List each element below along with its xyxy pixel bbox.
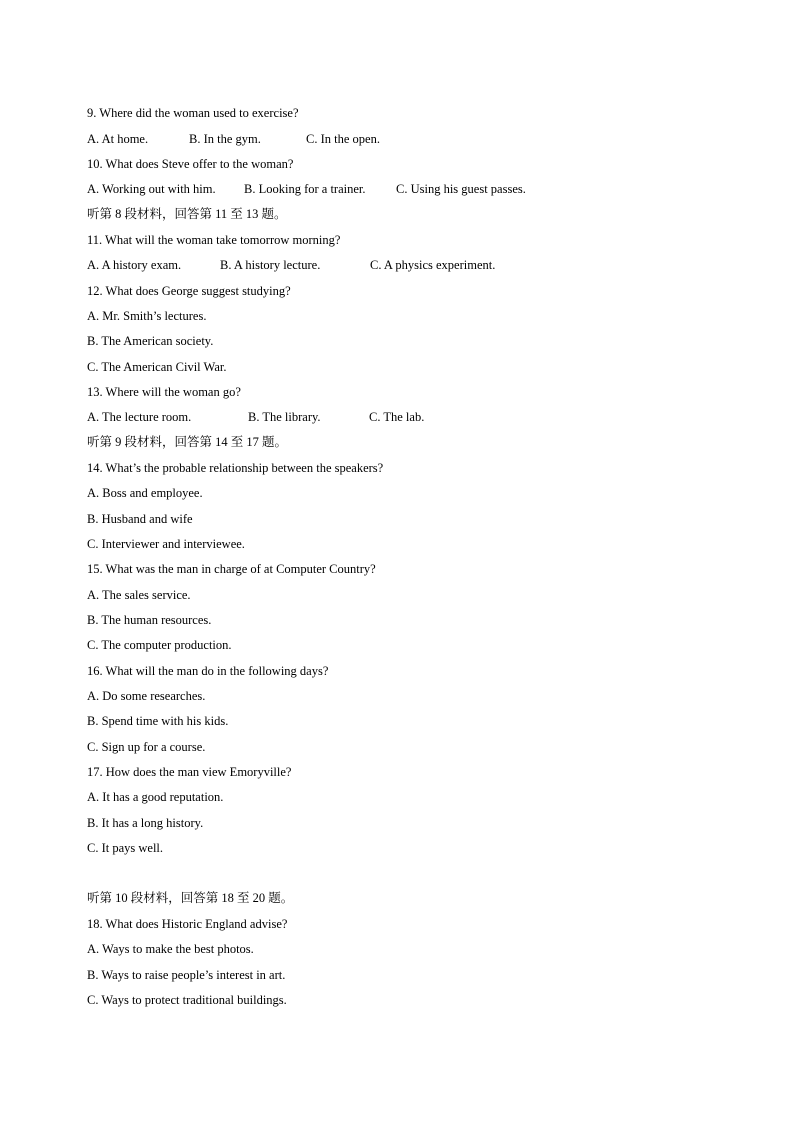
question-18-option-c: C. Ways to protect traditional buildings.: [87, 993, 287, 1007]
question-16-option-a: A. Do some researches.: [87, 689, 206, 703]
option-c: C. In the open.: [306, 132, 380, 146]
question-18: 18. What does Historic England advise?: [87, 917, 288, 931]
question-15-option-a: A. The sales service.: [87, 588, 191, 602]
question-9-options: [87, 130, 487, 148]
section-heading-10: 听第 10 段材料，回答第 18 至 20 题。: [87, 891, 294, 905]
question-12-option-a: A. Mr. Smith’s lectures.: [87, 309, 207, 323]
question-11: 11. What will the woman take tomorrow morning?: [87, 233, 341, 247]
question-12-option-b: B. The American society.: [87, 334, 214, 348]
question-10-options: [87, 180, 587, 198]
option-c: C. Using his guest passes.: [396, 182, 526, 196]
question-15-option-c: C. The computer production.: [87, 638, 232, 652]
question-17-option-c: C. It pays well.: [87, 841, 164, 855]
option-b: B. The library.: [248, 410, 321, 424]
question-14-option-c: C. Interviewer and interviewee.: [87, 537, 245, 551]
option-c: C. A physics experiment.: [370, 258, 496, 272]
question-17-option-a: A. It has a good reputation.: [87, 790, 224, 804]
question-10: 10. What does Steve offer to the woman?: [87, 157, 294, 171]
question-16: 16. What will the man do in the following days?: [87, 664, 329, 678]
question-16-option-b: B. Spend time with his kids.: [87, 714, 229, 728]
option-b: B. In the gym.: [189, 132, 261, 146]
question-13-options: [87, 408, 487, 426]
question-15-option-b: B. The human resources.: [87, 613, 212, 627]
question-12-option-c: C. The American Civil War.: [87, 360, 227, 374]
question-9: 9. Where did the woman used to exercise?: [87, 106, 299, 120]
section-heading-9: 听第 9 段材料，回答第 14 至 17 题。: [87, 435, 288, 449]
section-heading-8: 听第 8 段材料，回答第 11 至 13 题。: [87, 207, 287, 221]
question-11-options: [87, 256, 587, 274]
option-b: B. Looking for a trainer.: [244, 182, 366, 196]
question-14-option-a: A. Boss and employee.: [87, 486, 203, 500]
question-18-option-a: A. Ways to make the best photos.: [87, 942, 254, 956]
question-17-option-b: B. It has a long history.: [87, 816, 204, 830]
question-14: 14. What’s the probable relationship between the speakers?: [87, 461, 384, 475]
question-14-option-b: B. Husband and wife: [87, 512, 193, 526]
question-15: 15. What was the man in charge of at Computer Country?: [87, 562, 376, 576]
question-18-option-b: B. Ways to raise people’s interest in art.: [87, 968, 286, 982]
option-a: A. The lecture room.: [87, 410, 192, 424]
option-a: A. At home.: [87, 132, 149, 146]
option-b: B. A history lecture.: [220, 258, 321, 272]
option-a: A. Working out with him.: [87, 182, 216, 196]
question-12: 12. What does George suggest studying?: [87, 284, 291, 298]
question-13: 13. Where will the woman go?: [87, 385, 241, 399]
question-17: 17. How does the man view Emoryville?: [87, 765, 292, 779]
option-a: A. A history exam.: [87, 258, 182, 272]
option-c: C. The lab.: [369, 410, 425, 424]
question-16-option-c: C. Sign up for a course.: [87, 740, 206, 754]
